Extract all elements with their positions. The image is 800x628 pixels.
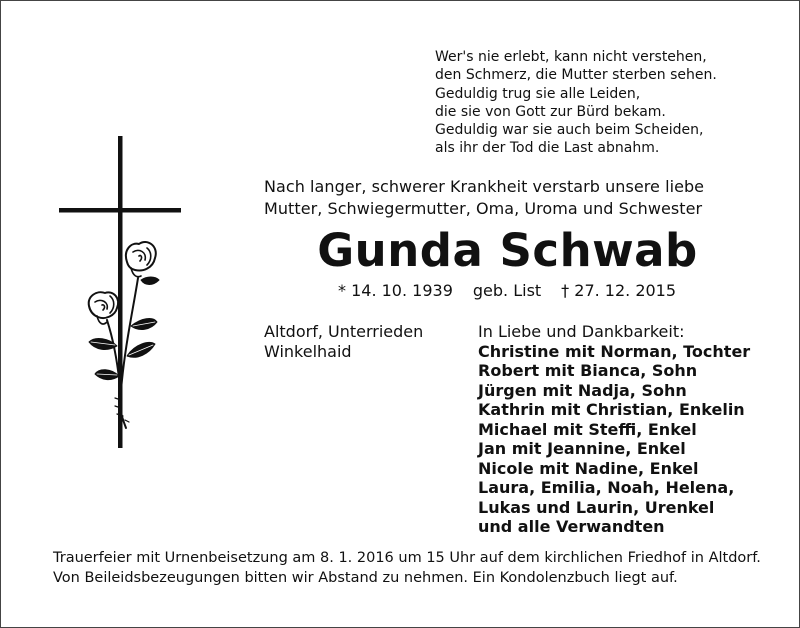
deceased-name: Gunda Schwab (317, 224, 698, 277)
poem-line: Geduldig war sie auch beim Scheiden, (435, 122, 704, 139)
mourner-entry: Christine mit Norman, Tochter (478, 341, 751, 361)
places (264, 322, 464, 362)
intro-line: Nach langer, schwerer Krankheit verstarb unsere liebe (264, 177, 705, 196)
maiden-name: geb. List (472, 281, 542, 300)
mourners-list (478, 322, 778, 537)
footer-line: Von Beileidsbezeugungen bitten wir Abstand zu nehmen. Ein Kondolenzbuch liegt auf. (53, 569, 678, 586)
mourner-entry: Robert mit Bianca, Sohn (478, 361, 698, 380)
poem-line: den Schmerz, die Mutter sterben sehen. (435, 67, 717, 84)
poem-line: Wer's nie erlebt, kann nicht verstehen, (435, 49, 707, 65)
poem-line: die sie von Gott zur Bürd bekam. (435, 103, 666, 120)
mourner-entry: Jürgen mit Nadja, Sohn (478, 380, 687, 400)
place-line: Altdorf, Unterrieden (264, 322, 424, 341)
cross-with-roses-icon (55, 130, 185, 455)
poem-line: als ihr der Tod die Last abnahm. (435, 140, 660, 157)
death-date: † 27. 12. 2015 (561, 281, 677, 300)
mourner-entry: Kathrin mit Christian, Enkelin (478, 400, 745, 419)
death-announcement (264, 176, 764, 219)
mourner-entry: Jan mit Jeannine, Enkel (478, 439, 686, 458)
intro-line: Mutter, Schwiegermutter, Oma, Uroma und Schwester (264, 198, 703, 218)
poem-line: Geduldig trug sie alle Leiden, (435, 85, 641, 102)
funeral-notice (53, 549, 783, 588)
life-dates (338, 281, 738, 301)
mourner-entry: Nicole mit Nadine, Enkel (478, 458, 699, 478)
mourners-heading: In Liebe und Dankbarkeit: (478, 322, 685, 341)
birth-date: * 14. 10. 1939 (338, 281, 453, 300)
footer-line: Trauerfeier mit Urnenbeisetzung am 8. 1. 2016 um 15 Uhr auf dem kirchlichen Friedhof in Altdorf. (53, 550, 761, 566)
mourner-entry: und alle Verwandten (478, 517, 665, 536)
place-line: Winkelhaid (264, 342, 352, 361)
mourner-entry: Michael mit Steffi, Enkel (478, 419, 697, 439)
mourner-entry: Lukas und Laurin, Urenkel (478, 497, 715, 517)
mourner-entry: Laura, Emilia, Noah, Helena, (478, 478, 735, 497)
poem (435, 48, 780, 158)
